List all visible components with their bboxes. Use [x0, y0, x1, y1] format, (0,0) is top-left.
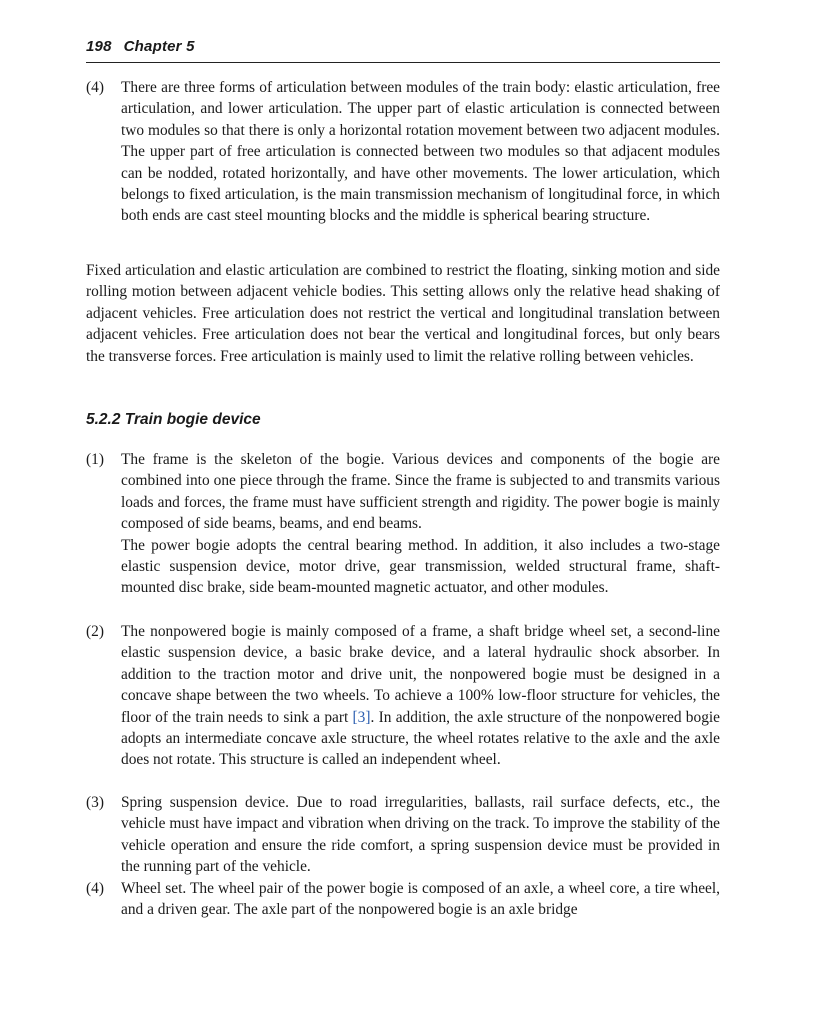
list-item — [86, 77, 720, 227]
list-item-text — [121, 621, 720, 771]
body-paragraph: Fixed articulation and elastic articulation are combined to restrict the floating, sinking motion and side rolling motion between adjacent vehicle bodies. This setting allows only the relative head shaking of adjacent vehicles. Free articulation does not restrict the vertical and longitudinal translation between adjacent vehicles. Free articulation does not bear the vertical and longitudinal forces, but only bears the transverse forces. Free articulation is mainly used to limit the relative rolling between vehicles. — [86, 262, 720, 365]
list-item-number: (3) — [86, 794, 104, 811]
list-item-text-part: . In addition, the axle structure of the nonpowered bogie adopts an intermediate concave axle structure, the wheel rotates relative to the axle and the axle does not rotate. This structure is called an independent wheel. — [121, 708, 720, 769]
section-title: Train bogie device — [124, 411, 261, 428]
list-item — [86, 449, 720, 599]
chapter-label: Chapter 5 — [123, 38, 195, 55]
list-item-text — [121, 449, 720, 599]
list-item-number: (4) — [86, 79, 104, 96]
list-item-paragraph: The power bogie adopts the central bearing method. In addition, it also includes a two-stage elastic suspension device, motor drive, gear transmission, welded structural frame, shaft-mounted disc brake, side beam-mounted magnetic actuator, and other modules. — [121, 536, 720, 597]
list-item — [86, 792, 720, 878]
list-item-paragraph: The frame is the skeleton of the bogie. Various devices and components of the bogie are combined into one piece through the frame. Since the frame is subjected to and transmits various loads and forces, the frame must have sufficient strength and rigidity. The power bogie is mainly composed of side beams, beams, and end beams. — [121, 451, 720, 533]
list-item-text: Spring suspension device. Due to road irregularities, ballasts, rail surface defects, etc., the vehicle must have impact and vibration when driving on the track. To improve the stability of the vehicle operation and ensure the ride comfort, a spring suspension device must be provided in the running part of the vehicle. — [121, 794, 720, 876]
list-item — [86, 621, 720, 771]
list-item-text: There are three forms of articulation between modules of the train body: elastic articulation, free articulation, and lower articulation. The upper part of elastic articulation is connected between two modules so that there is only a horizontal rotation movement between two adjacent modules. The upper part of free articulation is connected between two modules so that adjacent modules can be nodded, rotated horizontally, and have other movements. The lower articulation, which belongs to fixed articulation, is the main transmission mechanism of longitudinal force, in which both ends are cast steel mounting blocks and the middle is spherical bearing structure. — [121, 79, 720, 225]
list-item — [86, 878, 720, 921]
section-number: 5.2.2 — [86, 411, 121, 428]
page-number: 198 — [86, 38, 112, 55]
running-head — [86, 38, 720, 63]
section-heading — [86, 411, 261, 429]
list-item-text: Wheel set. The wheel pair of the power bogie is composed of an axle, a wheel core, a tire wheel, and a driven gear. The axle part of the nonpowered bogie is an axle bridge — [121, 880, 720, 919]
list-item-number: (2) — [86, 623, 104, 640]
citation-link[interactable]: [3] — [352, 708, 371, 726]
list-item-number: (4) — [86, 880, 104, 897]
list-item-number: (1) — [86, 451, 104, 468]
list-item-text-part: The nonpowered bogie is mainly composed of a frame, a shaft bridge wheel set, a second-line elastic suspension device, a basic brake device, and a lateral hydraulic shock absorber. In addition to the traction motor and drive unit, the nonpowered bogie must be designed in a concave shape between the two wheels. To achieve a 100% low-floor structure for vehicles, the floor of the train needs to sink a part — [121, 623, 720, 726]
